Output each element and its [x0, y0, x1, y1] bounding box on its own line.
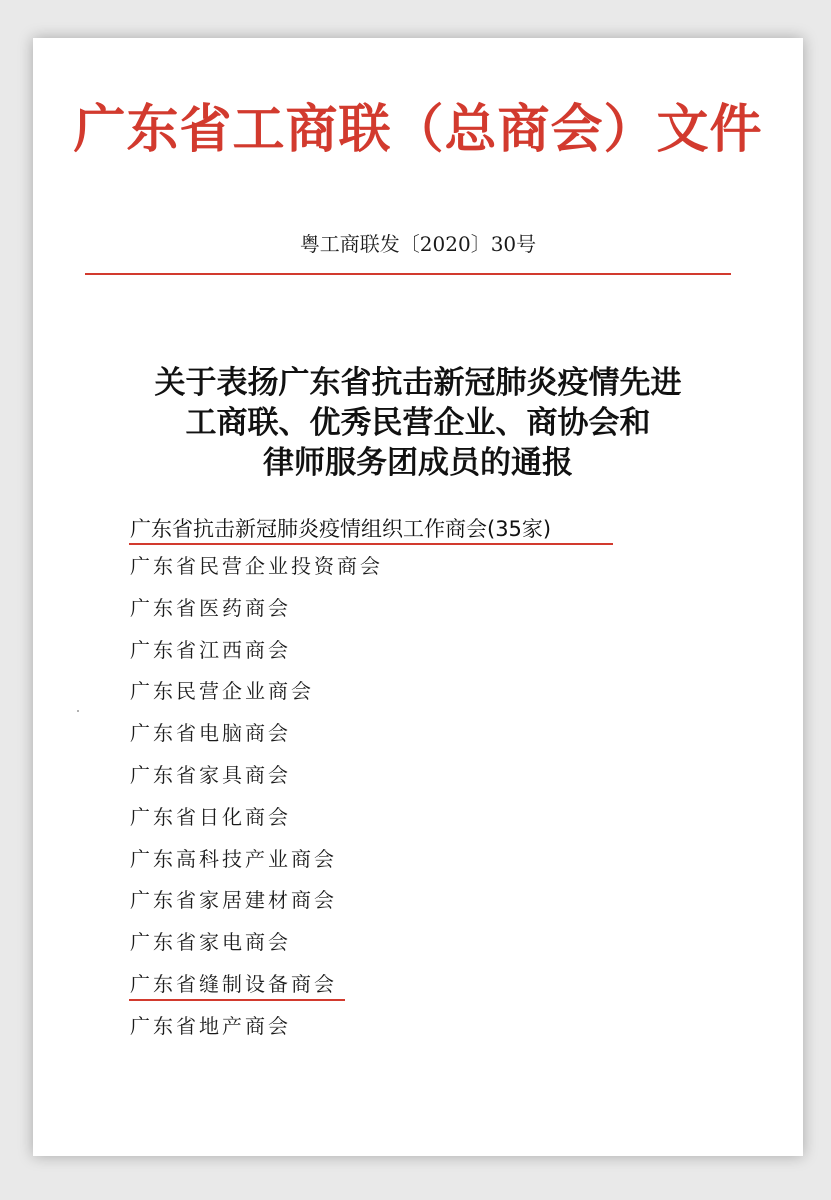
list-item: 广东省家具商会 — [130, 762, 291, 787]
document-number: 粤工商联发〔2020〕30号 — [299, 232, 537, 256]
chamber-list — [130, 546, 383, 1048]
notice-title — [33, 363, 803, 483]
section-heading-underline — [129, 543, 613, 545]
list-item: 广东省缝制设备商会 — [130, 971, 337, 996]
notice-title-line-1: 关于表扬广东省抗击新冠肺炎疫情先进 — [154, 365, 682, 401]
list-item: 广东省家电商会 — [130, 930, 291, 955]
document-page — [33, 38, 803, 1156]
list-item: 广东高科技产业商会 — [130, 846, 337, 871]
notice-title-line-2: 工商联、优秀民营企业、商协会和 — [185, 405, 651, 441]
header-divider-line — [85, 273, 731, 275]
document-header-title: 广东省工商联（总商会）文件 — [73, 99, 763, 160]
list-item: 广东省日化商会 — [130, 804, 291, 829]
list-item: 广东省医药商会 — [130, 595, 291, 620]
list-item: 广东省电脑商会 — [130, 721, 291, 746]
list-item: 广东民营企业商会 — [130, 679, 314, 704]
list-item: 广东省地产商会 — [130, 1013, 291, 1038]
list-item: 广东省江西商会 — [130, 637, 291, 662]
scan-speck — [77, 710, 79, 712]
list-item: 广东省民营企业投资商会 — [130, 554, 383, 578]
section-heading: 广东省抗击新冠肺炎疫情组织工作商会(35家) — [130, 517, 552, 541]
notice-title-line-3: 律师服务团成员的通报 — [263, 445, 573, 481]
item-highlight-underline — [129, 999, 345, 1001]
list-item: 广东省家居建材商会 — [130, 888, 337, 913]
